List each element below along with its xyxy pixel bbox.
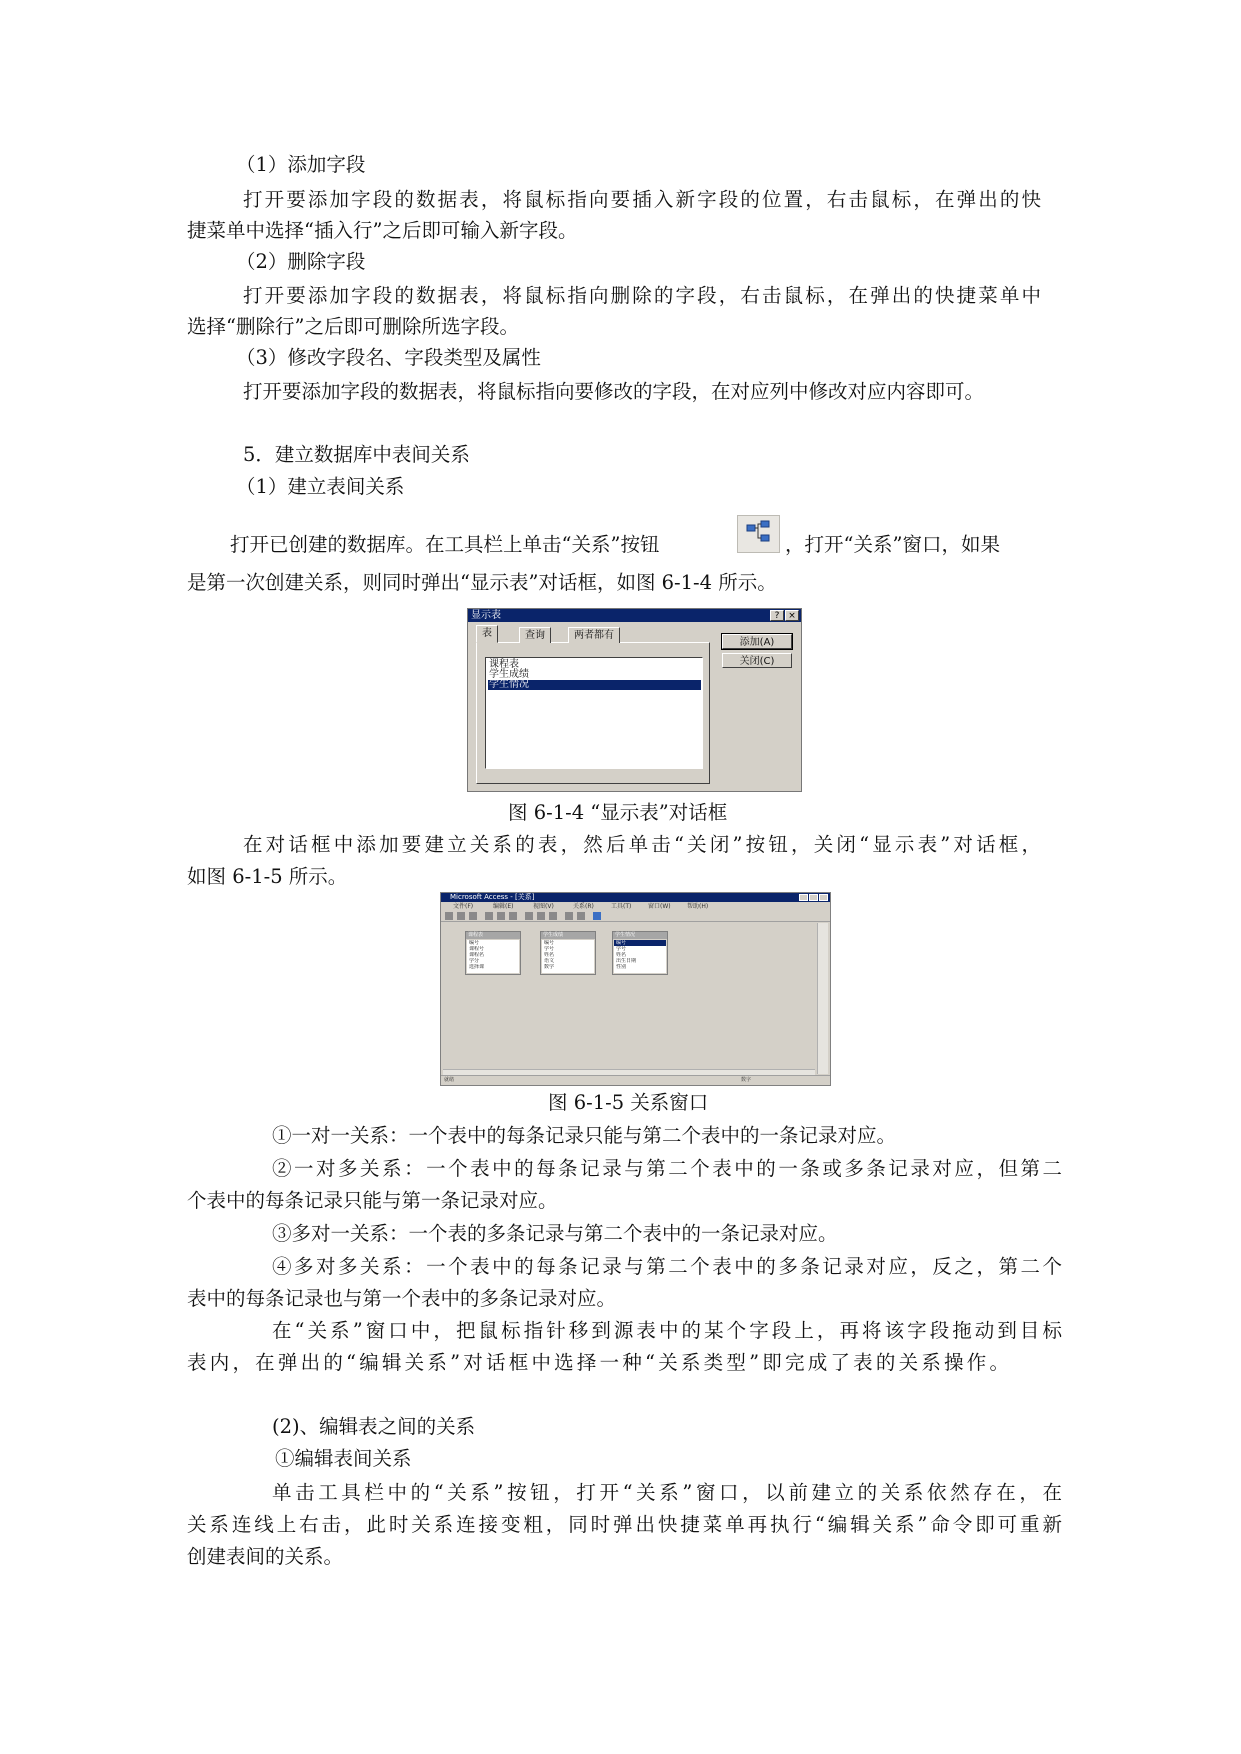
para-add-field-line1: 打开要添加字段的数据表，将鼠标指向要插入新字段的位置，右击鼠标，在弹出的快 [243,188,1041,211]
relationships-button-icon [737,515,780,553]
toolbar-paste-icon[interactable] [509,912,517,920]
para-open-db-part2: ，打开“关系”窗口，如果 [785,533,1000,556]
field-item[interactable]: 数学 [544,964,555,970]
para-open-db-part1: 打开已创建的数据库。在工具栏上单击“关系”按钮 [230,533,660,556]
field-list-course[interactable] [465,931,521,975]
field-item[interactable]: 编号 [614,940,666,946]
menu-view[interactable]: 视图(V) [533,903,554,910]
field-list-title: 学生情况 [613,932,667,939]
help-button[interactable]: ? [770,610,784,621]
status-bar [441,1075,830,1085]
heading-add-field: （1）添加字段 [236,153,366,176]
menu-file[interactable]: 文件(F) [453,903,474,910]
drag-field-line2: 表内，在弹出的“编辑关系”对话框中选择一种“关系类型”即完成了表的关系操作。 [187,1351,1009,1374]
field-item[interactable]: 学号 [616,946,627,952]
toolbar-preview-icon[interactable] [469,912,477,920]
heading-delete-field: （2）删除字段 [236,250,366,273]
show-table-dialog [467,608,802,792]
figure-6-1-4-caption: 图 6-1-4 “显示表”对话框 [508,801,728,824]
para-open-db-line2: 是第一次创建关系，则同时弹出“显示表”对话框，如图 6-1-4 所示。 [187,571,777,594]
relationships-window [440,892,831,1086]
menu-edit[interactable]: 编辑(E) [493,903,514,910]
close-icon[interactable]: × [785,610,799,621]
table-list [485,657,703,769]
field-item[interactable]: 编号 [544,940,555,946]
field-item[interactable]: 性别 [616,964,627,970]
menu-relations[interactable]: 关系(R) [573,903,594,910]
field-item[interactable]: 姓名 [616,952,627,958]
field-list-students[interactable] [612,931,668,975]
window-titlebar [441,893,830,902]
one-to-many-line1: ②一对多关系：一个表中的每条记录与第二个表中的一条或多条记录对应，但第二 [272,1157,1062,1180]
dialog-title: 显示表 [471,610,501,621]
menu-tools[interactable]: 工具(T) [611,903,632,910]
toolbar-new-object-icon[interactable] [577,912,585,920]
edit-relations-line2: 关系连线上右击，此时关系连接变粗，同时弹出快捷菜单再执行“编辑关系”命令即可重新 [187,1513,1062,1536]
one-to-one-text: ①一对一关系：一个表中的每条记录只能与第二个表中的一条记录对应。 [272,1124,897,1147]
toolbar-db-window-icon[interactable] [565,912,573,920]
heading-edit-table-relations: ①编辑表间关系 [275,1447,412,1470]
toolbar-copy-icon[interactable] [497,912,505,920]
vertical-scrollbar[interactable] [817,923,828,1074]
toolbar-show-all-icon[interactable] [537,912,545,920]
list-item-course[interactable]: 课程表 [489,659,519,670]
figure-6-1-5-caption: 图 6-1-5 关系窗口 [548,1091,709,1114]
field-item[interactable]: 课程名 [469,952,485,958]
field-item[interactable]: 出生日期 [616,958,637,964]
edit-relations-line3: 创建表间的关系。 [187,1545,344,1568]
toolbar-help-icon[interactable] [593,912,601,920]
field-list-title: 学生成绩 [541,932,595,939]
toolbar-print-icon[interactable] [457,912,465,920]
heading-modify-field: （3）修改字段名、字段类型及属性 [236,346,541,369]
edit-relations-line1: 单击工具栏中的“关系”按钮，打开“关系”窗口，以前建立的关系依然存在，在 [272,1481,1062,1504]
field-list-scores[interactable] [540,931,596,975]
minimize-icon[interactable] [799,894,808,901]
heading-edit-relations: (2)、编辑表之间的关系 [272,1415,476,1438]
field-item[interactable]: 课程号 [469,946,485,952]
status-ready: 就绪 [444,1077,455,1083]
field-list-title: 课程表 [466,932,520,939]
add-button[interactable]: 添加(A) [722,634,792,649]
field-item[interactable]: 姓名 [544,952,555,958]
relationships-canvas [443,923,815,1074]
para-add-field-line2: 捷菜单中选择“插入行”之后即可输入新字段。 [187,219,578,242]
field-item[interactable]: 语文 [544,958,555,964]
menu-window[interactable]: 窗口(W) [648,903,671,910]
window-close-icon[interactable] [819,894,828,901]
drag-field-line1: 在“关系”窗口中，把鼠标指针移到源表中的某个字段上，再将该字段拖动到目标 [272,1319,1062,1342]
maximize-icon[interactable] [809,894,818,901]
many-to-one-text: ③多对一关系：一个表的多条记录与第二个表中的一条记录对应。 [272,1222,838,1245]
toolbar [441,911,830,922]
field-item[interactable]: 选择课 [469,964,485,970]
para-modify-field: 打开要添加字段的数据表，将鼠标指向要修改的字段，在对应列中修改对应内容即可。 [243,380,985,403]
window-title: Microsoft Access - [关系] [450,893,535,901]
many-to-many-line2: 表中的每条记录也与第一个表中的多条记录对应。 [187,1287,617,1310]
toolbar-save-icon[interactable] [445,912,453,920]
menu-help[interactable]: 帮助(H) [687,903,709,910]
toolbar-show-table-icon[interactable] [525,912,533,920]
menu-bar [441,902,830,911]
status-numlock: 数字 [741,1077,752,1083]
tab-tables[interactable]: 表 [476,625,498,643]
list-item-students[interactable]: 学生情况 [488,680,701,690]
para-delete-field-line2: 选择“删除行”之后即可删除所选字段。 [187,315,519,338]
close-button[interactable]: 关闭(C) [722,653,792,668]
section-5-title: 5．建立数据库中表间关系 [243,443,470,466]
para-add-tables-line1: 在对话框中添加要建立关系的表，然后单击“关闭”按钮，关闭“显示表”对话框， [243,833,1041,856]
para-add-tables-line2: 如图 6-1-5 所示。 [187,865,348,888]
para-delete-field-line1: 打开要添加字段的数据表，将鼠标指向删除的字段，右击鼠标，在弹出的快捷菜单中 [243,284,1041,307]
toolbar-delete-icon[interactable] [549,912,557,920]
dialog-titlebar [468,609,801,622]
field-item[interactable]: 学号 [544,946,555,952]
heading-create-relation: （1）建立表间关系 [236,475,405,498]
one-to-many-line2: 个表中的每条记录只能与第一条记录对应。 [187,1189,558,1212]
field-item[interactable]: 学分 [469,958,480,964]
field-item[interactable]: 编号 [469,940,480,946]
tab-queries[interactable]: 查询 [519,627,551,643]
many-to-many-line1: ④多对多关系：一个表中的每条记录与第二个表中的多条记录对应，反之，第二个 [272,1255,1062,1278]
tab-both[interactable]: 两者都有 [568,627,620,643]
list-item-scores[interactable]: 学生成绩 [489,669,529,680]
toolbar-cut-icon[interactable] [485,912,493,920]
